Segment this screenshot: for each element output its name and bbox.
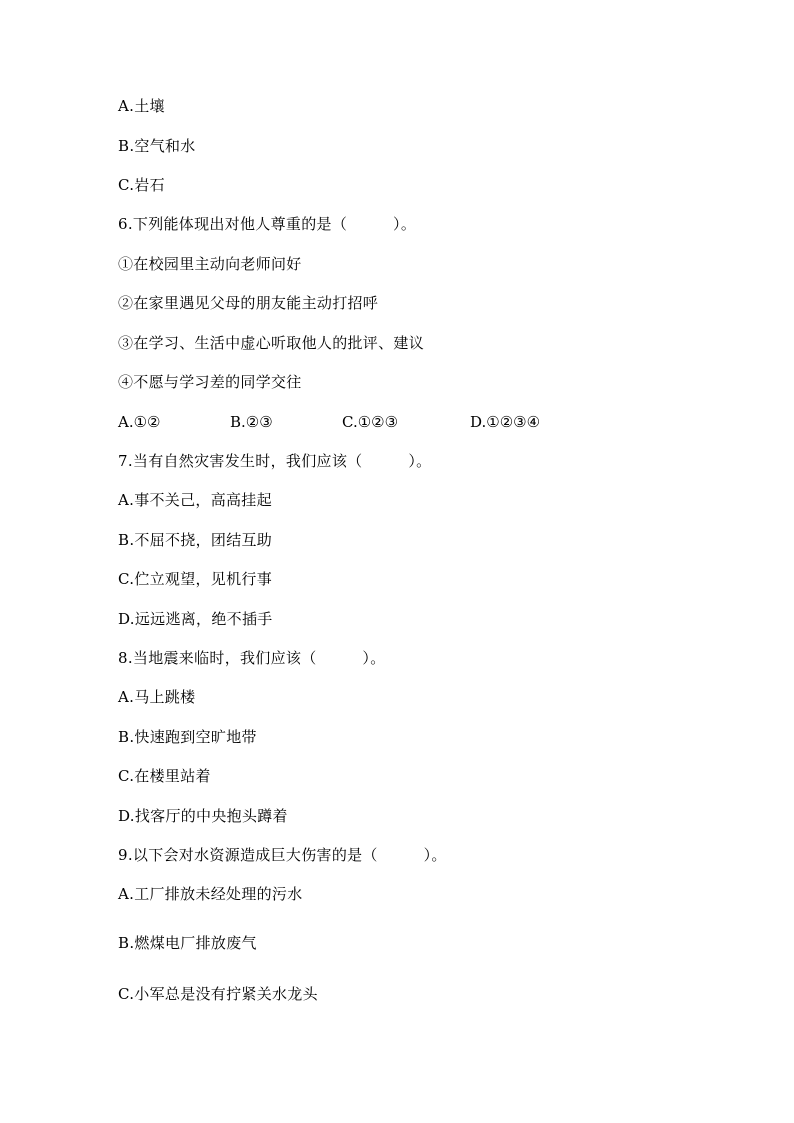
q7-stem: 7.当有自然灾害发生时，我们应该（ ）。 <box>118 452 432 470</box>
q6-stem: 6.下列能体现出对他人尊重的是（ ）。 <box>118 215 417 233</box>
q9-option-a: A.工厂排放未经处理的污水 <box>118 885 303 903</box>
q5-option-b: B.空气和水 <box>118 137 196 155</box>
q6-item-3: ③在学习、生活中虚心听取他人的批评、建议 <box>118 334 425 352</box>
q7-option-b: B.不屈不挠，团结互助 <box>118 531 273 549</box>
q8-option-b: B.快速跑到空旷地带 <box>118 728 257 746</box>
q6-option-b: B.②③ <box>230 413 273 431</box>
q7-option-d: D.远远逃离，绝不插手 <box>118 610 273 628</box>
q8-option-c: C.在楼里站着 <box>118 767 211 785</box>
q6-item-1: ①在校园里主动向老师问好 <box>118 255 302 273</box>
q6-option-a: A.①② <box>118 413 161 431</box>
q6-item-4: ④不愿与学习差的同学交往 <box>118 373 302 391</box>
q9-option-b: B.燃煤电厂排放废气 <box>118 934 257 952</box>
q8-stem: 8.当地震来临时，我们应该（ ）。 <box>118 649 386 667</box>
q5-option-c: C.岩石 <box>118 176 165 194</box>
q6-option-c: C.①②③ <box>342 413 399 431</box>
q8-option-a: A.马上跳楼 <box>118 688 196 706</box>
q7-option-c: C.伫立观望，见机行事 <box>118 570 273 588</box>
q8-option-d: D.找客厅的中央抱头蹲着 <box>118 807 288 825</box>
q9-stem: 9.以下会对水资源造成巨大伤害的是（ ）。 <box>118 846 447 864</box>
q6-option-d: D.①②③④ <box>470 413 541 431</box>
q9-option-c: C.小军总是没有拧紧关水龙头 <box>118 985 318 1003</box>
q6-item-2: ②在家里遇见父母的朋友能主动打招呼 <box>118 294 379 312</box>
q5-option-a: A.土壤 <box>118 97 165 115</box>
q7-option-a: A.事不关己，高高挂起 <box>118 491 272 509</box>
q6-options-row <box>118 412 678 432</box>
